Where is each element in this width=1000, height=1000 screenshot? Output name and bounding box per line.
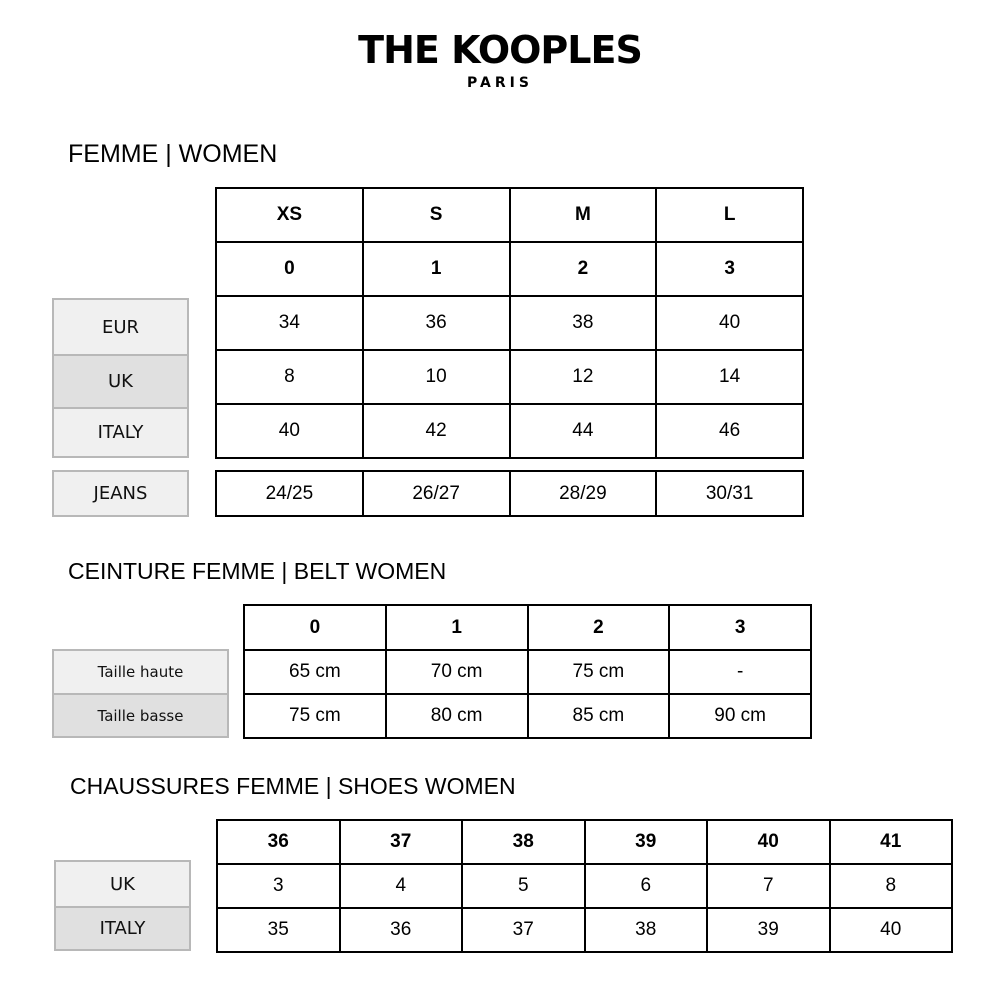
table-cell: 40 <box>216 404 363 458</box>
belt-size-header: 2 <box>528 605 670 650</box>
table-row <box>216 296 803 350</box>
table-cell: 85 cm <box>528 694 670 738</box>
shoes-size-header: 37 <box>340 820 463 864</box>
shoes-size-header: 38 <box>462 820 585 864</box>
row-label-italy-shoes: ITALY <box>54 906 191 951</box>
table-cell: 6 <box>585 864 708 908</box>
table-cell: 10 <box>363 350 510 404</box>
table-cell: 40 <box>656 296 803 350</box>
shoes-size-header: 41 <box>830 820 953 864</box>
table-cell: 65 cm <box>244 650 386 694</box>
table-cell: 46 <box>656 404 803 458</box>
table-cell: 24/25 <box>216 471 363 516</box>
table-cell: 90 cm <box>669 694 811 738</box>
women-size-table <box>215 187 804 459</box>
shoes-size-header: 39 <box>585 820 708 864</box>
women-size-header: XS <box>216 188 363 242</box>
row-label-taille-haute: Taille haute <box>52 649 229 695</box>
table-cell: 26/27 <box>363 471 510 516</box>
brand-subtitle: PARIS <box>467 75 533 91</box>
belt-size-header: 0 <box>244 605 386 650</box>
women-size-header: L <box>656 188 803 242</box>
jeans-table <box>215 470 804 517</box>
table-row <box>217 908 952 952</box>
shoes-size-header: 40 <box>707 820 830 864</box>
table-cell: 3 <box>217 864 340 908</box>
table-cell: 28/29 <box>510 471 657 516</box>
table-cell: 39 <box>707 908 830 952</box>
belt-size-header: 1 <box>386 605 528 650</box>
table-cell: 8 <box>216 350 363 404</box>
table-cell: 38 <box>585 908 708 952</box>
women-size-header: M <box>510 188 657 242</box>
table-row <box>244 650 811 694</box>
row-label-eur: EUR <box>52 298 189 356</box>
table-row <box>216 404 803 458</box>
table-cell: 35 <box>217 908 340 952</box>
women-size-header: S <box>363 188 510 242</box>
belt-header-row <box>244 605 811 650</box>
table-row <box>217 864 952 908</box>
women-section-title: FEMME | WOMEN <box>68 140 278 168</box>
table-cell: 5 <box>462 864 585 908</box>
row-label-uk: UK <box>52 354 189 409</box>
table-cell: 14 <box>656 350 803 404</box>
row-label-jeans: JEANS <box>52 470 189 517</box>
belt-size-table <box>243 604 812 739</box>
table-cell: 37 <box>462 908 585 952</box>
table-row <box>216 471 803 516</box>
table-cell: - <box>669 650 811 694</box>
table-row <box>216 350 803 404</box>
table-cell: 38 <box>510 296 657 350</box>
women-number-header: 0 <box>216 242 363 296</box>
women-number-header-row <box>216 242 803 296</box>
shoes-section-title: CHAUSSURES FEMME | SHOES WOMEN <box>70 773 516 799</box>
table-cell: 4 <box>340 864 463 908</box>
women-number-header: 2 <box>510 242 657 296</box>
table-cell: 7 <box>707 864 830 908</box>
table-cell: 36 <box>363 296 510 350</box>
table-cell: 80 cm <box>386 694 528 738</box>
belt-section-title: CEINTURE FEMME | BELT WOMEN <box>68 558 447 584</box>
belt-size-header: 3 <box>669 605 811 650</box>
shoes-header-row <box>217 820 952 864</box>
table-row <box>244 694 811 738</box>
table-cell: 42 <box>363 404 510 458</box>
row-label-uk-shoes: UK <box>54 860 191 908</box>
shoes-size-header: 36 <box>217 820 340 864</box>
table-cell: 8 <box>830 864 953 908</box>
table-cell: 75 cm <box>244 694 386 738</box>
table-cell: 44 <box>510 404 657 458</box>
women-number-header: 3 <box>656 242 803 296</box>
brand-logo: THE KOOPLES <box>358 28 642 72</box>
table-cell: 36 <box>340 908 463 952</box>
table-cell: 75 cm <box>528 650 670 694</box>
table-cell: 30/31 <box>656 471 803 516</box>
women-size-header-row <box>216 188 803 242</box>
row-label-taille-basse: Taille basse <box>52 693 229 738</box>
table-cell: 70 cm <box>386 650 528 694</box>
table-cell: 34 <box>216 296 363 350</box>
women-number-header: 1 <box>363 242 510 296</box>
row-label-italy: ITALY <box>52 407 189 458</box>
shoes-size-table <box>216 819 953 953</box>
table-cell: 12 <box>510 350 657 404</box>
table-cell: 40 <box>830 908 953 952</box>
